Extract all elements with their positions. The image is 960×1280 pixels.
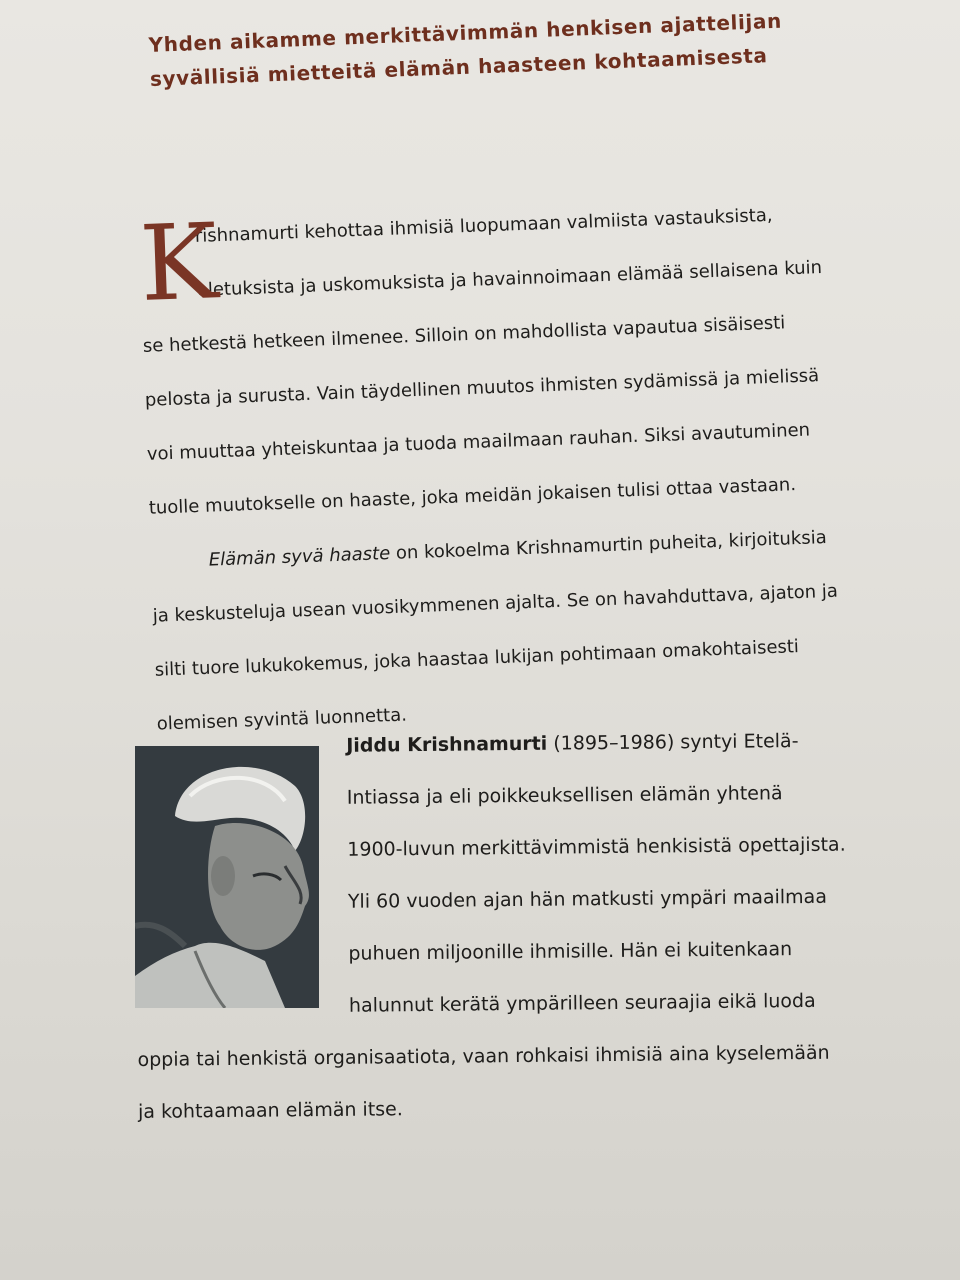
blurb-line: pelosta ja surusta. Vain täydellinen muutos ihmisten sydämissä ja mielissä [144, 365, 820, 411]
tagline [148, 1, 850, 96]
first-paragraph [138, 186, 869, 536]
blurb-line: rishnamurti kehottaa ihmisiä luopumaan valmiista vastauksista, [194, 204, 773, 247]
tagline-line-2: syvällisiä mietteitä elämän haasteen kohtaamisesta [149, 43, 768, 91]
bio-line: halunnut kerätä ympärilleen seuraajia eikä luoda [348, 989, 816, 1017]
bio-line: 1900-luvun merkittävimmistä henkisistä opettajista. [347, 833, 846, 861]
blurb-line: ja keskusteluja usean vuosikymmenen ajalta. Se on havahduttava, ajaton ja [152, 580, 839, 627]
bio-line: oppia tai henkistä organisaatiota, vaan rohkaisi ihmisiä aina kyselemään [137, 1041, 830, 1071]
bio-line: Intiassa ja eli poikkeuksellisen elämän yhtenä [346, 782, 783, 809]
author-name: Jiddu Krishnamurti [346, 732, 548, 757]
bio-line: puhuen miljoonille ihmisille. Hän ei kuitenkaan [348, 938, 793, 965]
blurb-line: olemisen syvintä luonnetta. [156, 704, 408, 735]
blurb-text: on kokoelma Krishnamurtin puheita, kirjoituksia [389, 526, 828, 564]
bio-line: ja kohtaamaan elämän itse. [137, 1098, 403, 1123]
blurb-line: se hetkestä hetkeen ilmenee. Silloin on mahdollista vapautua sisäisesti [142, 312, 786, 357]
blurb-line: tuolle muutokselle on haaste, joka meidän jokaisen tulisi ottaa vastaan. [148, 474, 797, 519]
blurb-line: oletuksista ja uskomuksista ja havainnoimaan elämää sellaisena kuin [196, 256, 823, 301]
bio-line: Yli 60 vuoden ajan hän matkusti ympäri maailmaa [347, 885, 828, 913]
bio-line [134, 714, 895, 774]
tagline-line-1: Yhden aikamme merkittävimmän henkisen ajattelijan [148, 8, 783, 57]
blurb-line: voi muuttaa yhteiskuntaa ja tuoda maailmaan rauhan. Siksi avautuminen [146, 419, 811, 465]
bio-text: (1895–1986) syntyi Etelä- [547, 730, 799, 755]
drop-cap: K [137, 200, 220, 325]
blurb [138, 186, 877, 752]
author-bio [134, 714, 898, 1138]
blurb-line: silti tuore lukukokemus, joka haastaa lukijan pohtimaan omakohtaisesti [154, 636, 800, 681]
book-title: Elämän syvä haaste [208, 542, 391, 571]
